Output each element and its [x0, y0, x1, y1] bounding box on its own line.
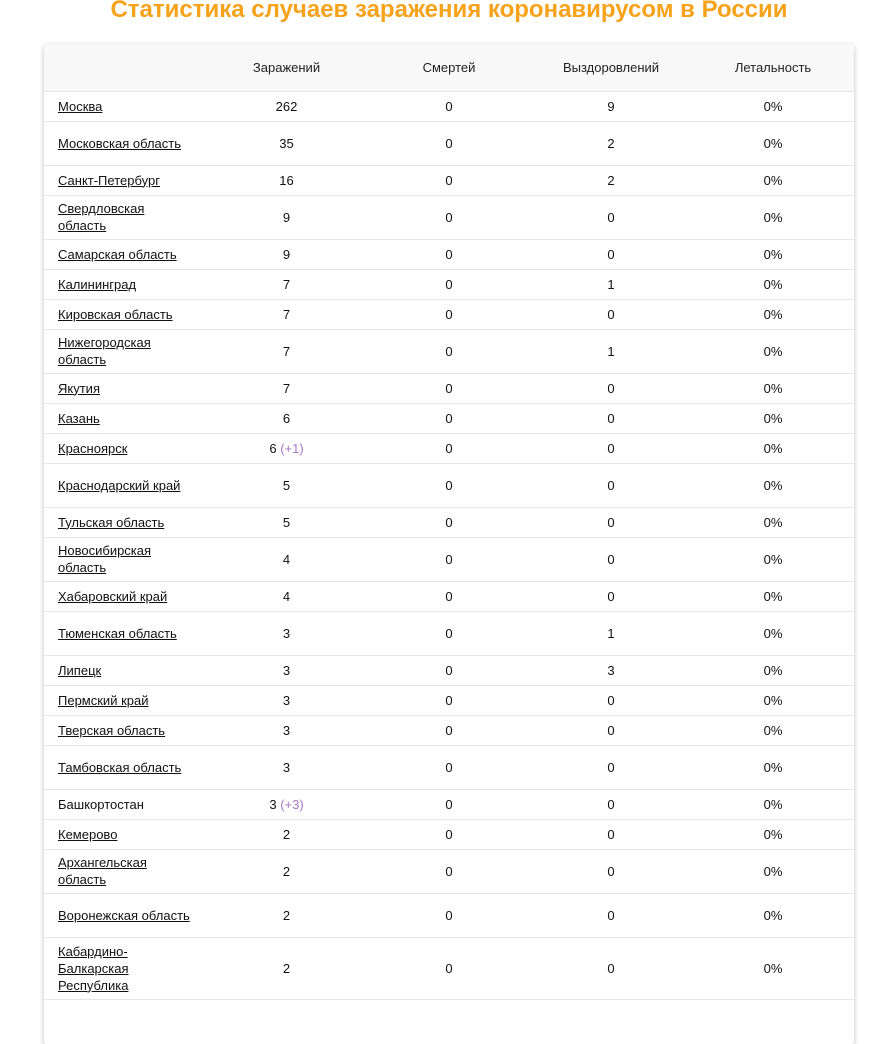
deaths-cell: 0	[368, 537, 530, 581]
region-link[interactable]: Москва	[58, 98, 103, 114]
infected-cell	[205, 269, 368, 299]
infected-cell	[205, 463, 368, 507]
header-infected[interactable]: Заражений	[205, 44, 368, 91]
region-cell	[44, 91, 205, 121]
region-link[interactable]: Калининград	[58, 276, 137, 292]
lethality-cell: 0%	[692, 165, 854, 195]
infected-cell	[205, 507, 368, 537]
recovered-cell: 0	[530, 715, 692, 745]
infected-value: 2	[282, 907, 291, 923]
recovered-cell: 1	[530, 611, 692, 655]
region-cell	[44, 121, 205, 165]
table-row	[44, 893, 854, 937]
table-row	[44, 937, 854, 999]
table-row	[44, 269, 854, 299]
table-row	[44, 433, 854, 463]
region-link[interactable]: Кабардино-Балкарская Республика	[58, 943, 129, 993]
region-link[interactable]: Якутия	[58, 380, 100, 396]
deaths-cell: 0	[368, 299, 530, 329]
infected-value: 6	[282, 410, 291, 426]
table-row	[44, 121, 854, 165]
deaths-cell: 0	[368, 373, 530, 403]
region-link[interactable]: Московская область	[58, 135, 182, 151]
infected-value: 9	[282, 246, 291, 262]
deaths-cell: 0	[368, 819, 530, 849]
region-link[interactable]: Тамбовская область	[58, 759, 182, 775]
deaths-cell: 0	[368, 403, 530, 433]
infected-cell	[205, 611, 368, 655]
infected-cell	[205, 433, 368, 463]
infected-value: 3	[282, 692, 291, 708]
stats-table-card	[44, 44, 854, 1044]
region-cell	[44, 195, 205, 239]
deaths-cell: 0	[368, 195, 530, 239]
recovered-cell: 0	[530, 819, 692, 849]
table-row	[44, 611, 854, 655]
recovered-cell: 3	[530, 655, 692, 685]
table-row	[44, 581, 854, 611]
table-row	[44, 849, 854, 893]
infected-value: 4	[282, 551, 291, 567]
infected-cell	[205, 849, 368, 893]
lethality-cell: 0%	[692, 537, 854, 581]
infected-value: 7	[282, 380, 291, 396]
lethality-cell: 0%	[692, 893, 854, 937]
region-link[interactable]: Тульская область	[58, 514, 165, 530]
region-link[interactable]: Красноярск	[58, 440, 128, 456]
recovered-cell: 0	[530, 403, 692, 433]
infected-cell	[205, 373, 368, 403]
region-cell	[44, 507, 205, 537]
region-cell	[44, 463, 205, 507]
infected-value: 2	[282, 960, 291, 976]
region-link[interactable]: Хабаровский край	[58, 588, 168, 604]
deaths-cell: 0	[368, 849, 530, 893]
deaths-cell: 0	[368, 789, 530, 819]
infected-cell	[205, 937, 368, 999]
infected-cell	[205, 299, 368, 329]
infected-delta: (+3)	[280, 796, 304, 812]
deaths-cell: 0	[368, 937, 530, 999]
region-link[interactable]: Тюменская область	[58, 625, 177, 641]
recovered-cell: 0	[530, 463, 692, 507]
lethality-cell: 0%	[692, 239, 854, 269]
region-cell	[44, 849, 205, 893]
infected-value: 3	[282, 625, 291, 641]
table-body	[44, 91, 854, 999]
infected-cell	[205, 195, 368, 239]
region-cell	[44, 269, 205, 299]
infected-cell	[205, 165, 368, 195]
region-cell	[44, 581, 205, 611]
recovered-cell: 0	[530, 893, 692, 937]
recovered-cell: 0	[530, 685, 692, 715]
infected-value: 16	[279, 172, 294, 188]
infected-value: 6	[269, 440, 277, 456]
region-link[interactable]: Самарская область	[58, 246, 177, 262]
recovered-cell: 0	[530, 537, 692, 581]
lethality-cell: 0%	[692, 745, 854, 789]
region-link[interactable]: Краснодарский край	[58, 477, 181, 493]
region-cell	[44, 165, 205, 195]
lethality-cell: 0%	[692, 433, 854, 463]
infected-cell	[205, 581, 368, 611]
lethality-cell: 0%	[692, 715, 854, 745]
recovered-cell: 0	[530, 299, 692, 329]
infected-value: 4	[282, 588, 291, 604]
region-cell	[44, 819, 205, 849]
region-cell	[44, 239, 205, 269]
region-link[interactable]: Новосибирская область	[58, 543, 152, 575]
region-cell	[44, 611, 205, 655]
region-cell	[44, 685, 205, 715]
deaths-cell: 0	[368, 239, 530, 269]
deaths-cell: 0	[368, 165, 530, 195]
table-row	[44, 507, 854, 537]
lethality-cell: 0%	[692, 121, 854, 165]
recovered-cell: 0	[530, 849, 692, 893]
deaths-cell: 0	[368, 715, 530, 745]
recovered-cell: 0	[530, 507, 692, 537]
infected-value: 7	[282, 276, 291, 292]
infected-cell	[205, 893, 368, 937]
lethality-cell: 0%	[692, 789, 854, 819]
infected-cell	[205, 537, 368, 581]
table-row	[44, 165, 854, 195]
infected-value: 3	[269, 796, 277, 812]
deaths-cell: 0	[368, 581, 530, 611]
region-link[interactable]: Архангельская область	[58, 855, 147, 887]
infected-value: 3	[282, 662, 291, 678]
region-link[interactable]: Пермский край	[58, 692, 149, 708]
header-recovered[interactable]: Выздоровлений	[530, 44, 692, 91]
infected-value: 5	[282, 514, 291, 530]
region-link[interactable]: Санкт-Петербург	[58, 172, 160, 188]
infected-cell	[205, 655, 368, 685]
lethality-cell: 0%	[692, 299, 854, 329]
lethality-cell: 0%	[692, 611, 854, 655]
recovered-cell: 0	[530, 789, 692, 819]
infected-value: 262	[275, 98, 298, 114]
lethality-cell: 0%	[692, 463, 854, 507]
table-row	[44, 195, 854, 239]
infected-cell	[205, 789, 368, 819]
deaths-cell: 0	[368, 655, 530, 685]
deaths-cell: 0	[368, 463, 530, 507]
lethality-cell: 0%	[692, 195, 854, 239]
infected-delta: (+1)	[280, 440, 304, 456]
recovered-cell: 0	[530, 373, 692, 403]
lethality-cell: 0%	[692, 373, 854, 403]
region-link[interactable]: Нижегородская область	[58, 335, 151, 367]
lethality-cell: 0%	[692, 403, 854, 433]
deaths-cell: 0	[368, 745, 530, 789]
table-row	[44, 655, 854, 685]
table-row	[44, 373, 854, 403]
recovered-cell: 0	[530, 581, 692, 611]
table-header-row	[44, 44, 854, 91]
region-cell	[44, 537, 205, 581]
table-row	[44, 463, 854, 507]
recovered-cell: 2	[530, 165, 692, 195]
table-row	[44, 819, 854, 849]
region-cell	[44, 715, 205, 745]
lethality-cell: 0%	[692, 329, 854, 373]
infected-cell	[205, 685, 368, 715]
infected-cell	[205, 403, 368, 433]
lethality-cell: 0%	[692, 655, 854, 685]
recovered-cell: 0	[530, 937, 692, 999]
infected-value: 2	[282, 826, 291, 842]
infected-cell	[205, 329, 368, 373]
lethality-cell: 0%	[692, 685, 854, 715]
lethality-cell: 0%	[692, 269, 854, 299]
lethality-cell: 0%	[692, 507, 854, 537]
lethality-cell: 0%	[692, 581, 854, 611]
infected-cell	[205, 239, 368, 269]
infected-cell	[205, 745, 368, 789]
lethality-cell: 0%	[692, 819, 854, 849]
region-cell	[44, 655, 205, 685]
header-lethality[interactable]: Летальность	[692, 44, 854, 91]
region-cell	[44, 403, 205, 433]
region-name: Башкортостан	[58, 796, 144, 812]
table-row	[44, 299, 854, 329]
deaths-cell: 0	[368, 433, 530, 463]
header-deaths[interactable]: Смертей	[368, 44, 530, 91]
recovered-cell: 0	[530, 239, 692, 269]
infected-value: 3	[282, 759, 291, 775]
infected-cell	[205, 121, 368, 165]
lethality-cell: 0%	[692, 849, 854, 893]
lethality-cell: 0%	[692, 937, 854, 999]
infected-value: 5	[282, 477, 291, 493]
infected-cell	[205, 715, 368, 745]
infected-value: 7	[282, 343, 291, 359]
lethality-cell: 0%	[692, 91, 854, 121]
deaths-cell: 0	[368, 611, 530, 655]
infected-value: 9	[282, 209, 291, 225]
infected-cell	[205, 91, 368, 121]
region-cell	[44, 299, 205, 329]
deaths-cell: 0	[368, 91, 530, 121]
table-row	[44, 685, 854, 715]
header-region	[44, 44, 205, 91]
table-row	[44, 239, 854, 269]
infected-value: 2	[282, 863, 291, 879]
deaths-cell: 0	[368, 329, 530, 373]
region-link[interactable]: Воронежская область	[58, 907, 190, 923]
recovered-cell: 0	[530, 433, 692, 463]
recovered-cell: 2	[530, 121, 692, 165]
region-link[interactable]: Кемерово	[58, 826, 118, 842]
region-link[interactable]: Свердловская область	[58, 201, 145, 233]
deaths-cell: 0	[368, 269, 530, 299]
table-row	[44, 537, 854, 581]
region-cell	[44, 745, 205, 789]
deaths-cell: 0	[368, 507, 530, 537]
infected-value: 3	[282, 722, 291, 738]
table-row	[44, 715, 854, 745]
recovered-cell: 0	[530, 745, 692, 789]
region-cell	[44, 373, 205, 403]
deaths-cell: 0	[368, 121, 530, 165]
page-title: Статистика случаев заражения коронавирусом в России	[110, 0, 788, 23]
region-link[interactable]: Кировская область	[58, 306, 173, 322]
recovered-cell: 1	[530, 269, 692, 299]
table-row	[44, 403, 854, 433]
region-cell	[44, 433, 205, 463]
infected-cell	[205, 819, 368, 849]
region-cell	[44, 789, 205, 819]
table-row	[44, 329, 854, 373]
recovered-cell: 1	[530, 329, 692, 373]
region-cell	[44, 329, 205, 373]
table-row	[44, 745, 854, 789]
region-cell	[44, 893, 205, 937]
stats-table	[44, 44, 854, 1000]
region-link[interactable]: Казань	[58, 410, 100, 426]
recovered-cell: 0	[530, 195, 692, 239]
table-row	[44, 789, 854, 819]
infected-value: 7	[282, 306, 291, 322]
table-row	[44, 91, 854, 121]
region-link[interactable]: Тверская область	[58, 722, 166, 738]
infected-value: 35	[279, 135, 294, 151]
deaths-cell: 0	[368, 893, 530, 937]
region-cell	[44, 937, 205, 999]
deaths-cell: 0	[368, 685, 530, 715]
recovered-cell: 9	[530, 91, 692, 121]
region-link[interactable]: Липецк	[58, 662, 102, 678]
